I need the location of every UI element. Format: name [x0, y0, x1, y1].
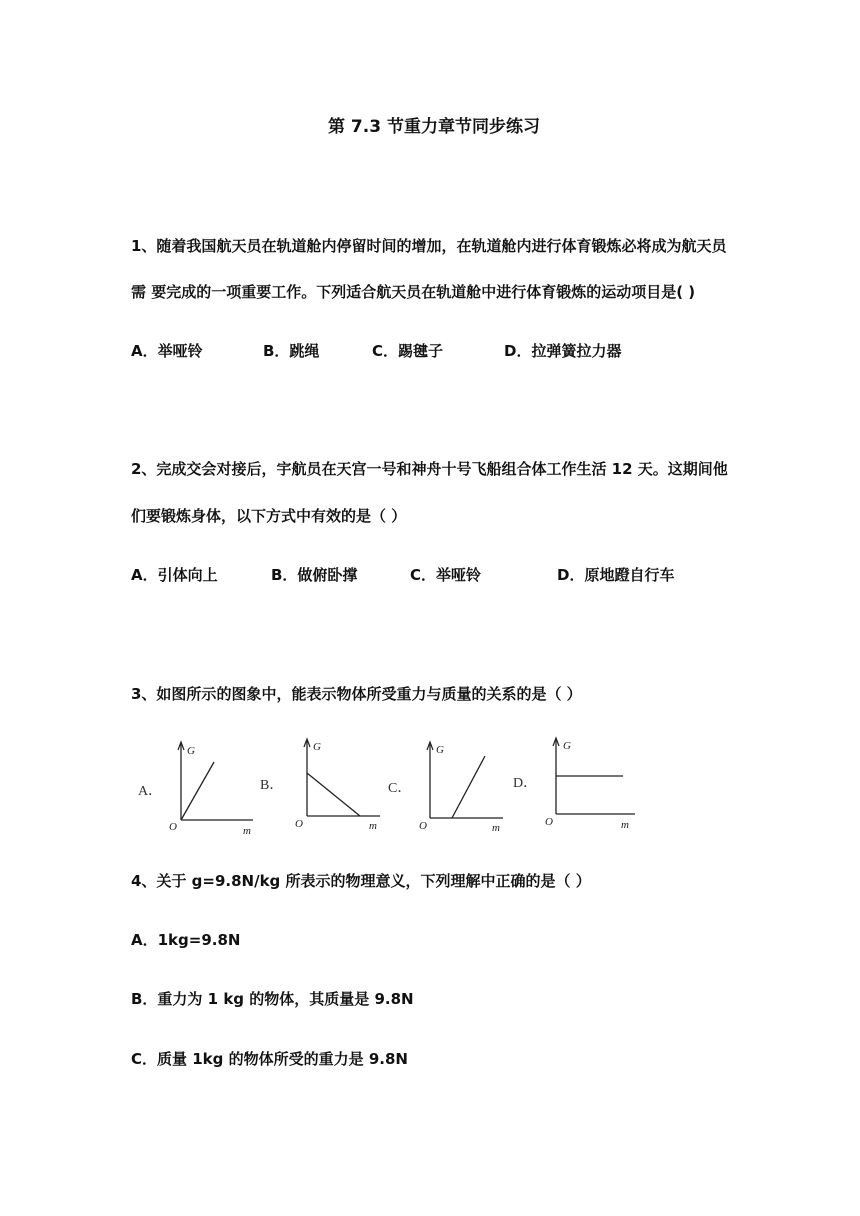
graph-a [165, 738, 260, 836]
question-3-stem: 3、如图所示的图象中，能表示物体所受重力与质量的关系的是（ ） [131, 685, 582, 703]
graph-a-label: A． [138, 784, 163, 799]
graph-a-x-axis-label: m [243, 825, 251, 837]
graph-a-y-axis-label: G [187, 745, 195, 757]
question-1-option-b: B．跳绳 [263, 342, 320, 360]
question-1-option-c: C．踢毽子 [372, 342, 444, 360]
question-1-option-a: A．举哑铃 [131, 342, 203, 360]
question-2-option-d: D．原地蹬自行车 [557, 566, 675, 584]
graph-b [292, 736, 387, 834]
question-1-stem-line-2: 需 要完成的一项重要工作。下列适合航天员在轨道舱中进行体育锻炼的运动项目是( ) [131, 283, 696, 301]
graph-d-y-axis-label: G [563, 740, 571, 752]
question-2-stem-line-1: 2、完成交会对接后，宇航员在天宫一号和神舟十号飞船组合体工作生活 12 天。这期间他 [131, 460, 728, 478]
question-1-stem-line-1: 1、随着我国航天员在轨道舱内停留时间的增加，在轨道舱内进行体育锻炼必将成为航天员 [131, 237, 727, 255]
page-title: 第 7.3 节重力章节同步练习 [328, 117, 540, 137]
question-2-option-b: B．做俯卧撑 [271, 566, 358, 584]
question-4-option-b: B．重力为 1 kg 的物体，其质量是 9.8N [131, 990, 414, 1008]
question-2-option-c: C．举哑铃 [410, 566, 482, 584]
question-2-stem-line-2: 们要锻炼身体，以下方式中有效的是（ ） [131, 507, 407, 525]
question-2-option-a: A．引体向上 [131, 566, 218, 584]
graph-b-y-axis-label: G [313, 741, 321, 753]
graph-c-y-axis-label: G [436, 744, 444, 756]
graph-b-label: B． [260, 778, 284, 793]
question-1-option-d: D．拉弹簧拉力器 [504, 342, 622, 360]
graph-d [543, 734, 643, 834]
graph-b-x-axis-label: m [369, 820, 377, 832]
graph-d-label: D． [513, 776, 538, 791]
question-4-option-a: A．1kg=9.8N [131, 931, 241, 949]
graph-c-origin-label: O [419, 820, 427, 832]
graph-d-origin-label: O [545, 816, 553, 828]
question-4-stem: 4、关于 g=9.8N/kg 所表示的物理意义，下列理解中正确的是（ ） [131, 872, 591, 890]
question-4-option-c: C．质量 1kg 的物体所受的重力是 9.8N [131, 1050, 408, 1068]
graph-c-label: C． [388, 781, 412, 796]
graph-b-origin-label: O [295, 818, 303, 830]
graph-c-x-axis-label: m [492, 822, 500, 834]
graph-d-x-axis-label: m [621, 819, 629, 831]
graph-a-origin-label: O [169, 821, 177, 833]
graph-c [417, 738, 512, 836]
